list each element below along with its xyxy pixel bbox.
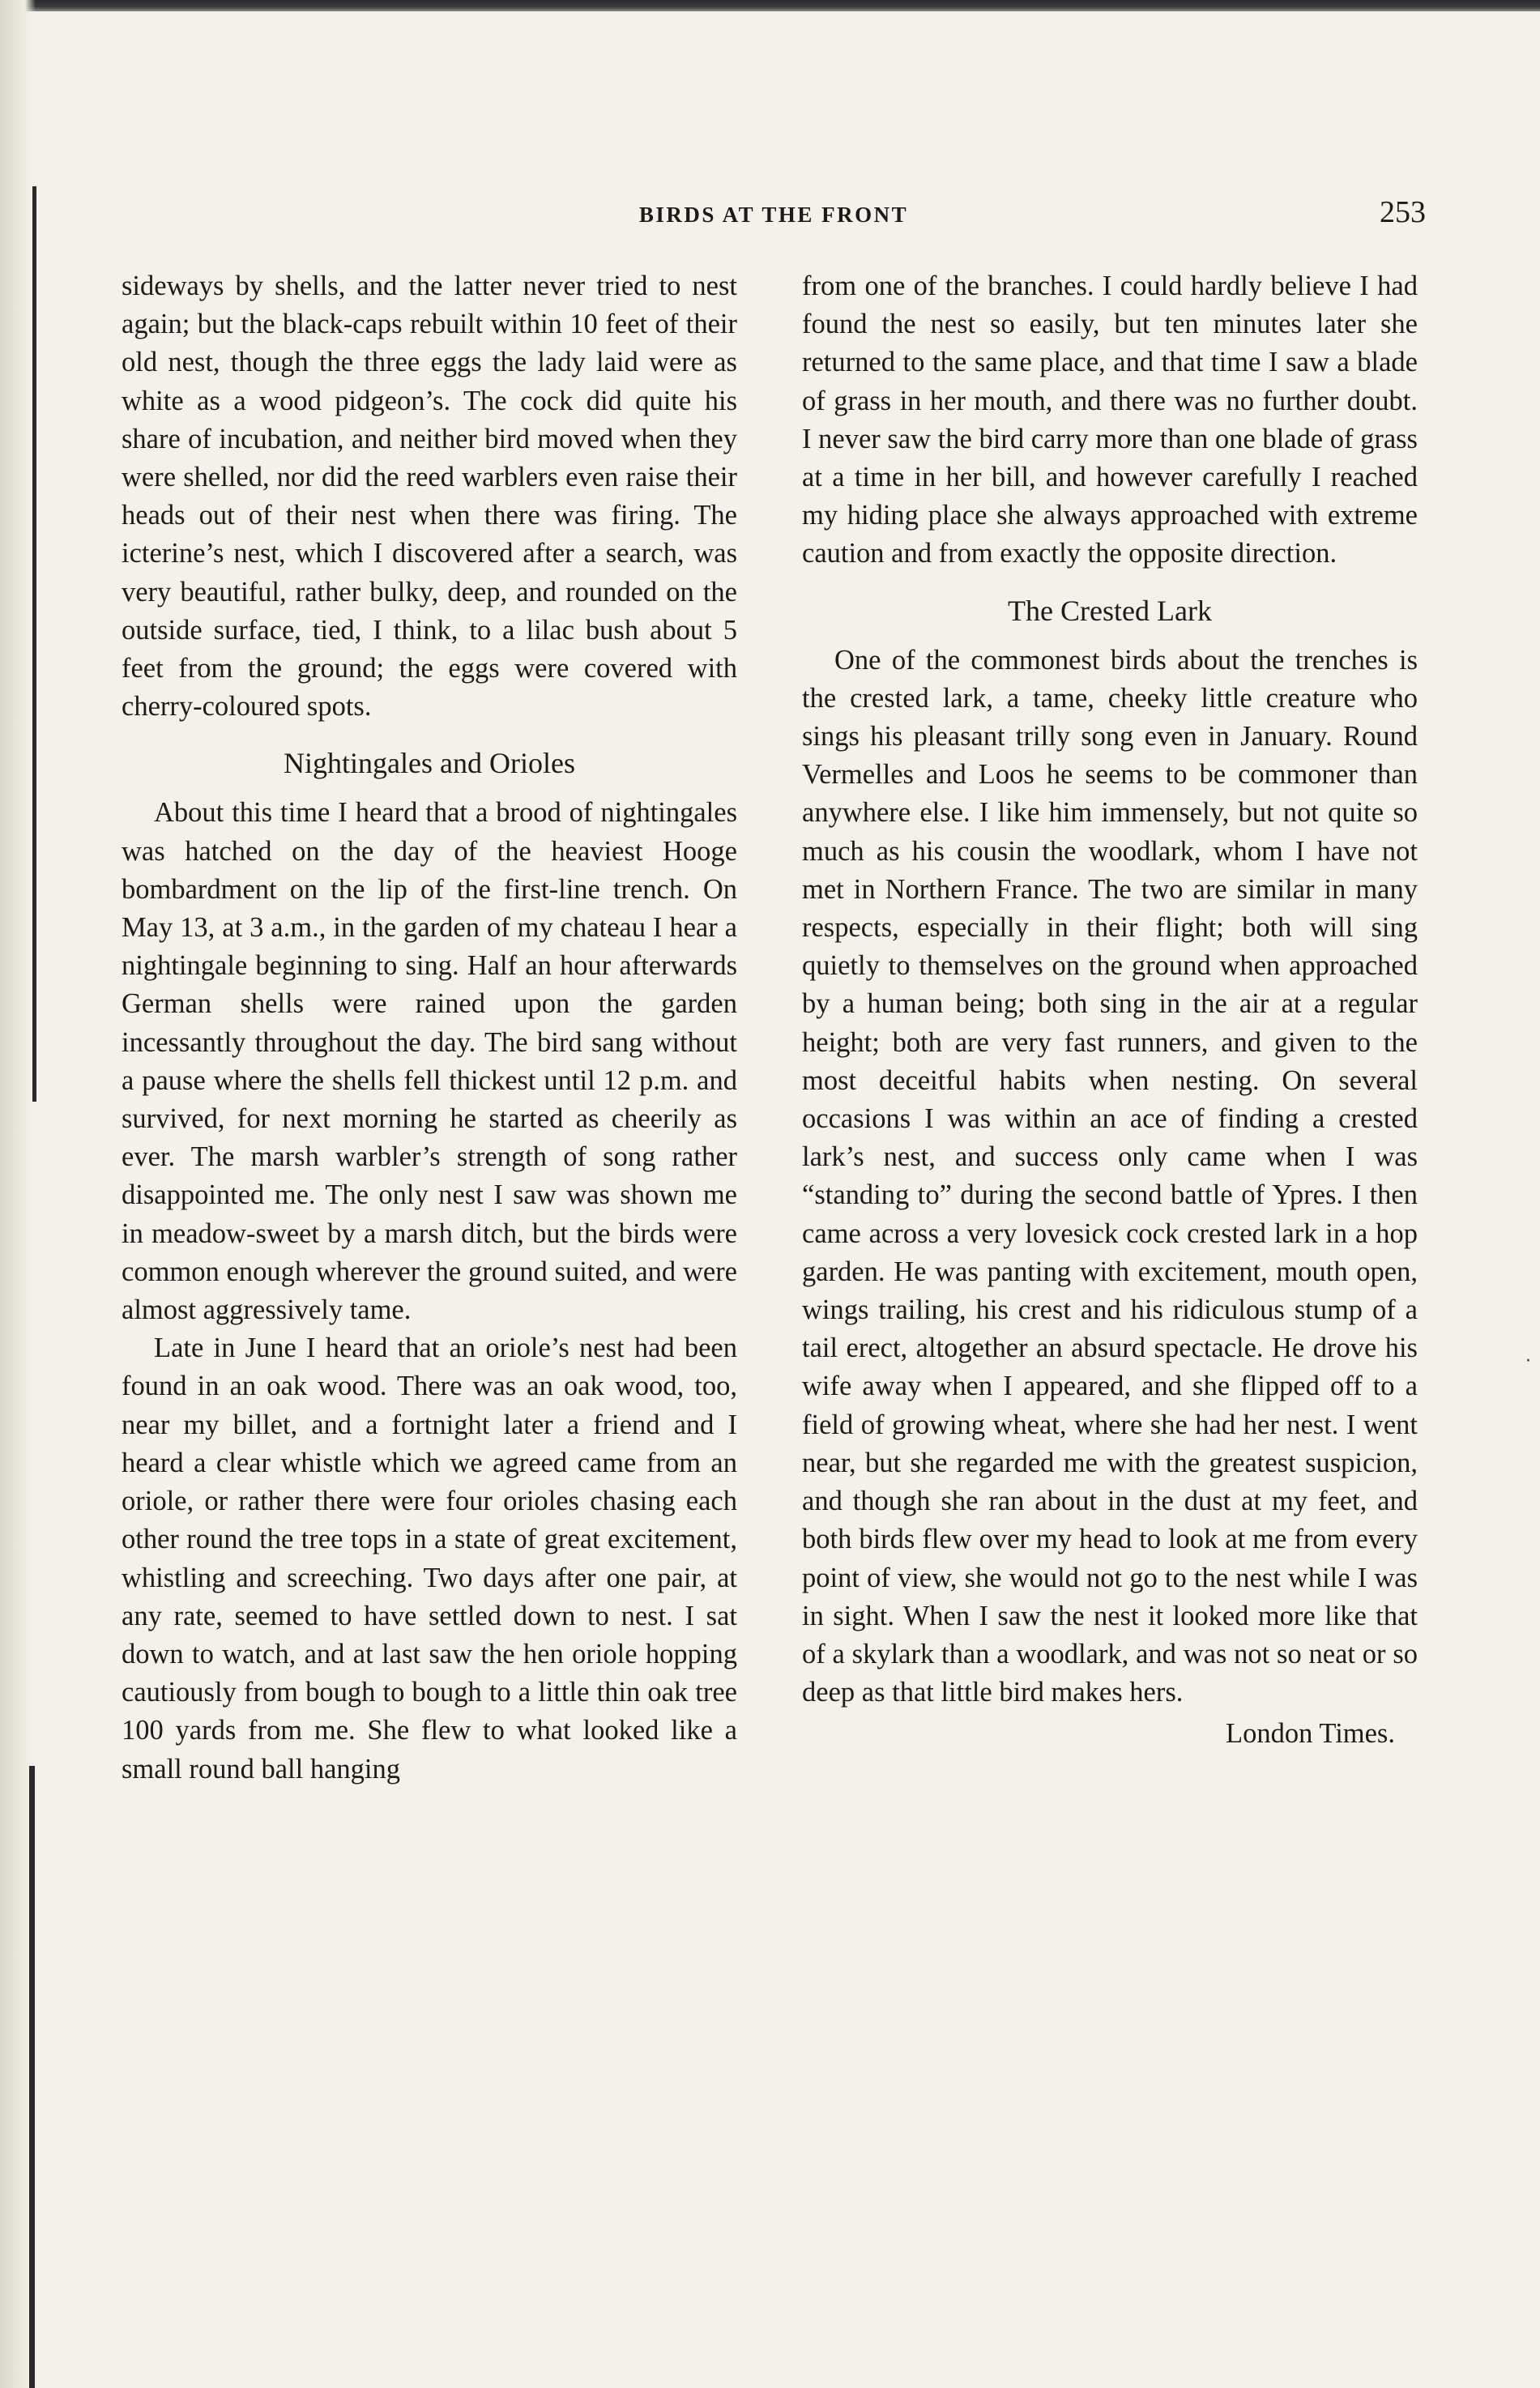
paragraph: One of the commonest birds about the trenches is the crested lark, a tame, cheeky little creature who sings his pleasant trilly song even in January. Round Vermelles and Loos he seems to be commoner than anywhere else. I like him immensely, but not quite so much as his cousin the woodlark, whom I have not met in Northern France. The two are similar in many respects, especially in their flight; both will sing quietly to themselves on the ground when approached by a human being; both sing in the air at a regular height; both are very fast runners, and given to the most deceitful habits when nesting. On several occasions I was within an ace of finding a crested lark’s nest, and success only came when I was “standing to” during the second battle of Ypres. I then came across a very lovesick cock crested lark in a hop garden. He was panting with excitement, mouth open, wings trailing, his crest and his ridiculous stump of a tail erect, altogether an absurd spectacle. He drove his wife away when I appeared, and she flipped off to a field of growing wheat, where she had her nest. I went near, but she regarded me with the greatest suspicion, and though she ran about in the dust at my feet, and both birds flew over my head to look at me from every point of view, she would not go to the nest while I was in sight. When I saw the nest it looked more like that of a skylark than a woodlark, and was not so neat or so deep as that little bird makes hers. bbox=[802, 644, 1418, 1708]
binding-line bbox=[29, 1766, 35, 2388]
paragraph: Late in June I heard that an oriole’s nest had been found in an oak wood. There was an oak wood, too, near my billet, and a fortnight later a friend and I heard a clear whistle which we agreed came from an oriole, or rather there were four orioles chasing each other round the tree tops in a state of great excitement, whistling and screeching. Two days after one pair, at any rate, seemed to have settled down to nest. I sat down to watch, and at last saw the hen oriole hopping cautiously from bough to bough to a little thin oak tree 100 yards from me. She flew to what looked like a small round ball hanging bbox=[122, 1333, 737, 1785]
page-header bbox=[122, 194, 1426, 243]
page-number: 253 bbox=[1380, 195, 1426, 229]
page-top-edge bbox=[0, 0, 1540, 11]
margin-speck: · bbox=[1525, 1351, 1531, 1371]
section-heading: The Crested Lark bbox=[1008, 594, 1212, 627]
right-column bbox=[802, 267, 1418, 1754]
binding-line bbox=[32, 186, 36, 1102]
left-column bbox=[122, 267, 737, 1789]
source-credit: London Times. bbox=[1226, 1718, 1395, 1750]
paragraph: About this time I heard that a brood of nightingales was hatched on the day of the heaviest Hooge bombardment on the lip of the first-line trench. On May 13, at 3 a.m., in the garden of my chateau I hear a nightingale beginning to sing. Half an hour afterwards German shells were rained upon the garden incessantly throughout the day. The bird sang without a pause where the shells fell thickest until 12 p.m. and survived, for next morning he started as cheerily as ever. The marsh warbler’s strength of song rather disappointed me. The only nest I saw was shown me in meadow-sweet by a marsh ditch, but the birds were common enough wherever the ground suited, and were almost aggressively tame. bbox=[122, 797, 737, 1326]
paragraph: from one of the branches. I could hardly believe I had found the nest so easily, but ten minutes later she returned to the same place, and that time I saw a blade of grass in her mouth, and there was no further doubt. I never saw the bird carry more than one blade of grass at a time in her bill, and however carefully I reached my hiding place she always approached with extreme caution and from exactly the opposite direction. bbox=[802, 271, 1418, 569]
running-head: BIRDS AT THE FRONT bbox=[638, 203, 909, 227]
section-heading: Nightingales and Orioles bbox=[284, 747, 575, 780]
paragraph: sideways by shells, and the latter never tried to nest again; but the black-caps rebuilt within 10 feet of their old nest, though the three eggs the lady laid were as white as a wood pidgeon’s. The cock did quite his share of incubation, and neither bird moved when they were shelled, nor did the reed warblers even raise their heads out of their nest when there was firing. The icterine’s nest, which I discovered after a search, was very beautiful, rather bulky, deep, and rounded on the outside surface, tied, I think, to a lilac bush about 5 feet from the ground; the eggs were covered with cherry-coloured spots. bbox=[122, 271, 737, 723]
